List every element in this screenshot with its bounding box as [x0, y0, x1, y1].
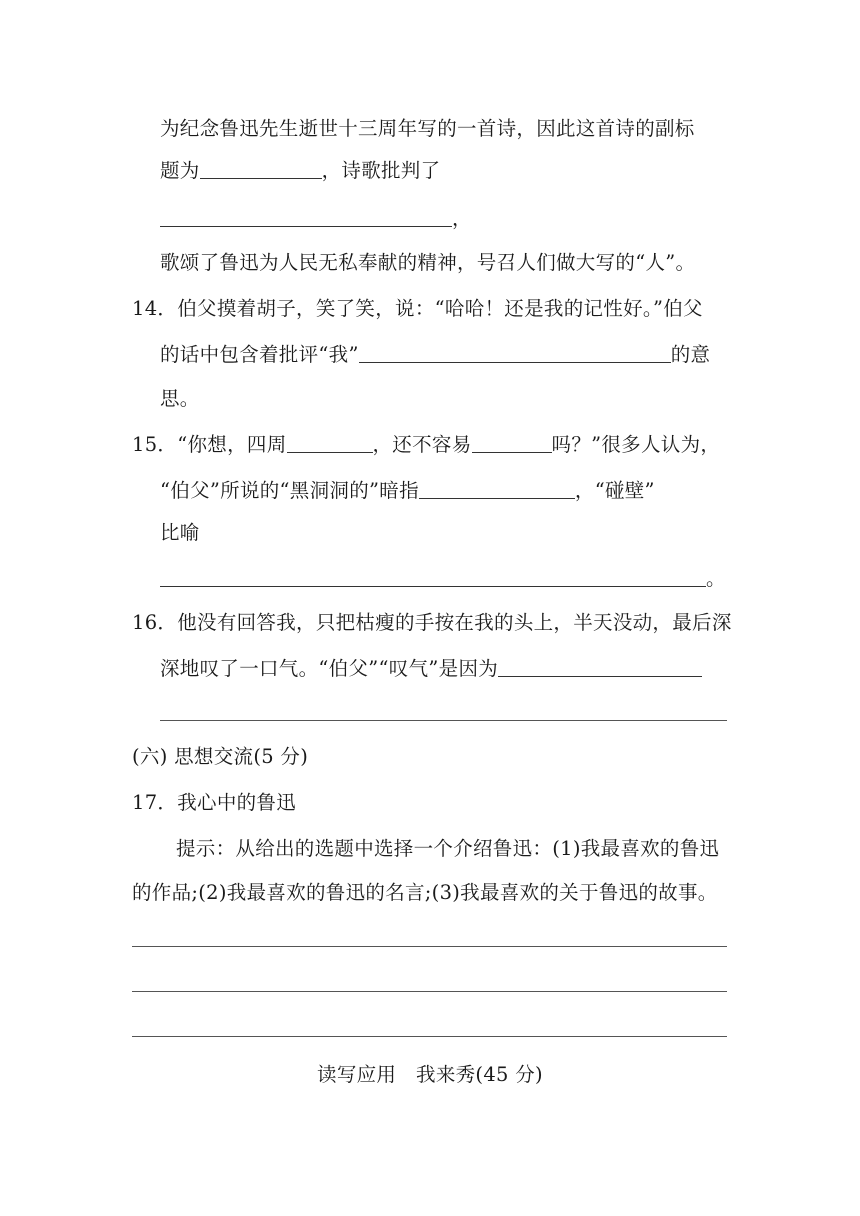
q13-line-4: 歌颂了鲁迅为人民无私奉献的精神，号召人们做大写的“人”。: [160, 251, 696, 274]
q17-hint-line-1: 提示：从给出的选题中选择一个介绍鲁迅：(1)我最喜欢的鲁迅: [176, 837, 720, 860]
q13-comma: ，: [452, 207, 472, 230]
q13-blank-subtitle[interactable]: [200, 158, 322, 179]
q16-text-2: 深地叹了一口气。“伯父”“叹气”是因为: [160, 657, 499, 680]
q17-answer-line-2[interactable]: [132, 991, 727, 992]
q16-text-1: 他没有回答我，只把枯瘦的手按在我的头上，半天没动，最后深: [177, 611, 732, 634]
q14-line-2: [160, 342, 710, 368]
q13-line-2: [160, 158, 440, 184]
q15-period: 。: [706, 567, 726, 590]
q16-number: 16．: [132, 611, 178, 634]
q14-text-1: 伯父摸着胡子，笑了笑，说：“哈哈！还是我的记性好。”伯父: [177, 297, 703, 320]
q14-line-3: 思。: [160, 387, 200, 410]
q15-line-3: 比喻: [160, 521, 200, 544]
q15-blank-dark[interactable]: [419, 478, 575, 499]
q14-text-2a: 的话中包含着批评“我”: [160, 343, 359, 366]
q15-text-2b: ，“碰壁”: [574, 479, 655, 502]
q17-answer-line-3[interactable]: [132, 1036, 727, 1037]
q15-blank-surroundings[interactable]: [287, 432, 373, 453]
q14-line-1: [132, 296, 703, 322]
q15-text-1a: “你想，四周: [177, 433, 287, 456]
q13-text-b: ，诗歌批判了: [321, 159, 441, 182]
q16-blank-reason[interactable]: [498, 656, 702, 677]
q15-text-1c: 吗？”很多人认为，: [551, 433, 721, 456]
q17-hint-line-2: 的作品;(2)我最喜欢的鲁迅的名言;(3)我最喜欢的关于鲁迅的故事。: [132, 881, 718, 904]
q15-text-2a: “伯父”所说的“黑洞洞的”暗指: [160, 479, 419, 502]
q13-blank-criticized[interactable]: [160, 206, 452, 227]
q13-line-1: 为纪念鲁迅先生逝世十三周年写的一首诗，因此这首诗的副标: [160, 117, 695, 140]
q14-blank-meaning[interactable]: [359, 342, 671, 363]
q16-line-1: [132, 610, 732, 636]
q13-line-3: [160, 206, 472, 232]
section-title-reading-writing: 读写应用 我来秀(45 分): [317, 1063, 543, 1086]
section-6-heading: (六) 思想交流(5 分): [132, 745, 309, 768]
q14-number: 14．: [132, 297, 178, 320]
q16-answer-line[interactable]: [160, 720, 727, 721]
q16-line-2: [160, 656, 702, 682]
q15-line-4: [160, 566, 726, 592]
q15-blank-easy[interactable]: [472, 432, 552, 453]
q17-answer-line-1[interactable]: [132, 946, 727, 947]
q15-number: 15．: [132, 433, 178, 456]
q15-text-1b: ，还不容易: [372, 433, 472, 456]
q14-text-2b: 的意: [670, 343, 711, 366]
q13-text-a: 题为: [160, 159, 200, 182]
q17-title: 17．我心中的鲁迅: [132, 791, 297, 814]
q15-line-1: [132, 432, 720, 458]
q15-line-2: [160, 478, 655, 504]
q15-blank-metaphor[interactable]: [160, 566, 706, 587]
